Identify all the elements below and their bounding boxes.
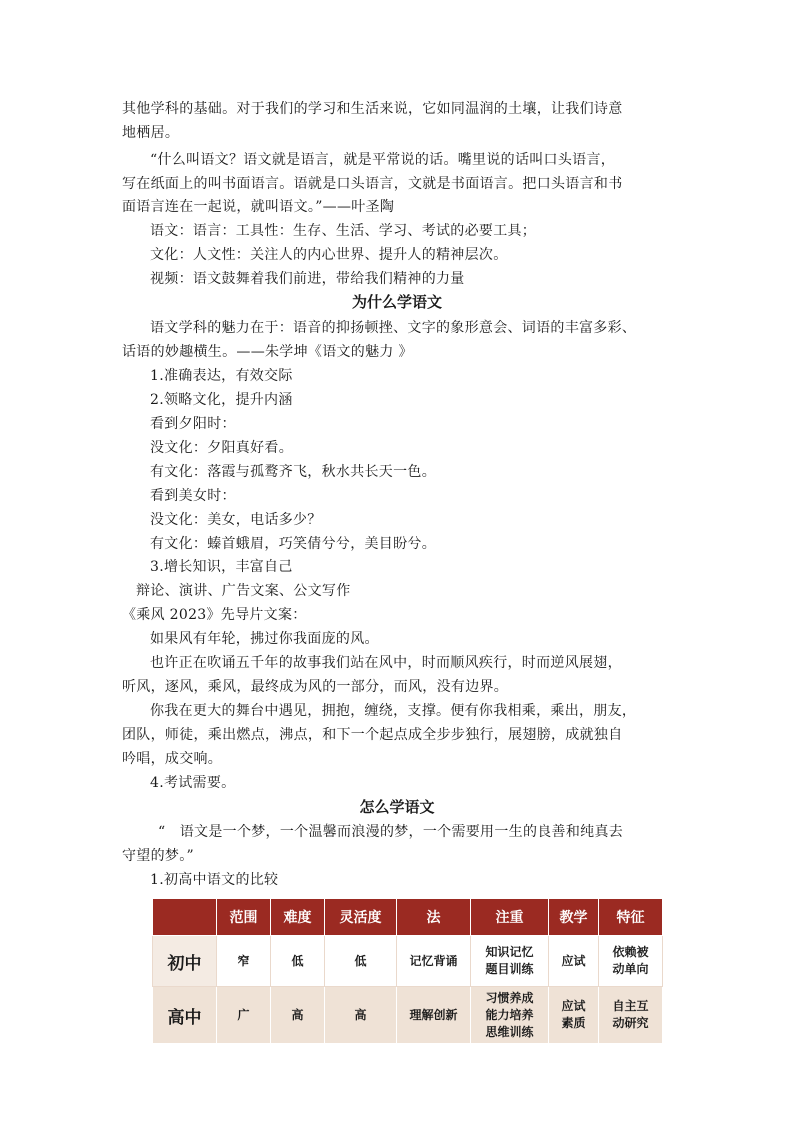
comparison-table <box>152 898 663 1044</box>
table-header-cell: 注重 <box>471 899 549 936</box>
table-header-row <box>153 899 663 936</box>
table-header-cell: 范围 <box>217 899 271 936</box>
flexibility-cell: 低 <box>325 936 397 987</box>
table-row <box>153 936 663 987</box>
paragraph-line: 你我在更大的舞台中遇见，拥抱，缠绕，支撑。便有你我相乘，乘出，朋友， <box>150 703 637 719</box>
table-header-cell: 特征 <box>599 899 663 936</box>
quote-line: 面语言连在一起说，就叫语文。”——叶圣陶 <box>122 199 395 215</box>
table-header-cell <box>153 899 217 936</box>
teaching-line: 素质 <box>561 1016 586 1030</box>
example-line: 有文化：落霞与孤鹜齐飞，秋水共长天一色。 <box>150 464 436 480</box>
focus-cell <box>471 936 549 987</box>
paragraph-line: 也许正在吹诵五千年的故事我们站在风中，时而顺风疾行，时而逆风展翅， <box>150 655 622 671</box>
focus-cell <box>471 987 549 1044</box>
focus-line: 知识记忆 <box>485 945 534 959</box>
trait-line: 动单向 <box>612 962 649 976</box>
paragraph-line: 团队，师徒，乘出燃点，沸点，和下一个起点成全步步独行，展翅膀，成就独自 <box>122 727 623 743</box>
stage-cell: 高中 <box>153 987 217 1044</box>
table-header-cell: 灵活度 <box>325 899 397 936</box>
difficulty-cell: 低 <box>271 936 325 987</box>
difficulty-cell: 高 <box>271 987 325 1044</box>
trait-cell <box>599 936 663 987</box>
focus-line: 思维训练 <box>485 1024 534 1039</box>
table-header-cell: 难度 <box>271 899 325 936</box>
method-cell: 理解创新 <box>397 987 471 1044</box>
example-line: 没文化：夕阳真好看。 <box>150 440 293 456</box>
quote-line: 写在纸面上的叫书面语言。语就是口头语言，文就是书面语言。把口头语言和书 <box>122 176 623 192</box>
teaching-cell <box>549 936 599 987</box>
table-header-cell: 教学 <box>549 899 599 936</box>
range-cell: 窄 <box>217 936 271 987</box>
example-line: 有文化：螓首蛾眉，巧笑倩兮兮，美目盼兮。 <box>150 536 436 552</box>
quote-line: “什么叫语文？语文就是语言，就是平常说的话。嘴里说的话叫口头语言， <box>150 152 616 168</box>
quote-line: 话语的妙趣横生。——朱学坤《语文的魅力 》 <box>122 344 413 360</box>
trait-line: 动研究 <box>612 1016 649 1030</box>
example-line: 看到夕阳时： <box>150 416 236 432</box>
example-line: 《乘风 2023》先导片文案： <box>122 607 307 623</box>
list-item: 1.准确表达，有效交际 <box>150 368 293 384</box>
paragraph-line: 其他学科的基础。对于我们的学习和生活来说，它如同温润的土壤，让我们诗意 <box>122 101 623 117</box>
list-item: 3.增长知识，丰富自己 <box>150 559 293 575</box>
paragraph-line: 吟唱，成交响。 <box>122 751 223 767</box>
paragraph-line: 地栖居。 <box>122 125 180 141</box>
table-row <box>153 987 663 1044</box>
trait-line: 自主互 <box>612 999 649 1013</box>
quote-line: 语文学科的魅力在于：语音的抑扬顿挫、文字的象形意会、词语的丰富多彩、 <box>150 320 637 336</box>
paragraph-line: 如果风有年轮，拂过你我面庞的风。 <box>150 631 379 647</box>
range-cell: 广 <box>217 987 271 1044</box>
quote-line: “ 语文是一个梦，一个温馨而浪漫的梦，一个需要用一生的良善和纯真去 <box>158 824 624 840</box>
definition-line: 文化：人文性：关注人的内心世界、提升人的精神层次。 <box>150 247 508 263</box>
stage-cell: 初中 <box>153 936 217 987</box>
trait-cell <box>599 987 663 1044</box>
teaching-line: 应试 <box>561 999 586 1013</box>
flexibility-cell: 高 <box>325 987 397 1044</box>
focus-line: 能力培养 <box>485 1007 534 1022</box>
table-header-cell: 法 <box>397 899 471 936</box>
example-line: 辩论、演讲、广告文案、公文写作 <box>136 583 351 599</box>
paragraph-line: 听风，逐风，乘风，最终成为风的一部分，而风，没有边界。 <box>122 679 509 695</box>
section-heading-how: 怎么学语文 <box>359 798 435 816</box>
definition-line: 视频：语文鼓舞着我们前进，带给我们精神的力量 <box>150 271 465 287</box>
list-item: 1.初高中语文的比较 <box>150 872 279 888</box>
example-line: 没文化：美女，电话多少？ <box>150 512 322 528</box>
example-line: 看到美女时： <box>150 488 236 504</box>
quote-line: 守望的梦。” <box>122 848 194 864</box>
focus-line: 题目训练 <box>485 962 534 976</box>
teaching-cell <box>549 987 599 1044</box>
list-item: 2.领略文化，提升内涵 <box>150 392 293 408</box>
trait-line: 依赖被 <box>612 945 649 959</box>
section-heading-why: 为什么学语文 <box>351 293 442 311</box>
method-cell: 记忆背诵 <box>397 936 471 987</box>
focus-line: 习惯养成 <box>485 990 534 1005</box>
teaching-line: 应试 <box>561 953 586 968</box>
list-item: 4.考试需要。 <box>150 775 236 791</box>
definition-line: 语文：语言：工具性：生存、生活、学习、考试的必要工具； <box>150 223 537 239</box>
